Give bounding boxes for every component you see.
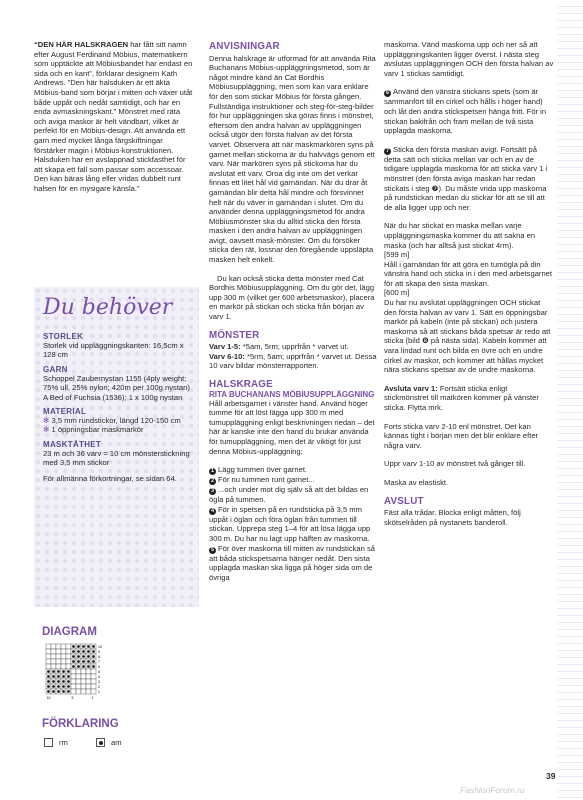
chart-dot bbox=[72, 655, 75, 658]
right-p3: Håll i garnändan för att göra en tumögla på din vänstra hand och sticka in i den med arbetsgarnet för att skapa den sista maskan. bbox=[384, 259, 553, 288]
chart-cell bbox=[61, 644, 66, 649]
anvisningar-p2: Du kan också sticka detta mönster med Cat Bordhis Möbiusuppläggning. Om du gör det, lägg upp 300 m (vilket ger 600 arbetsmaskor), placera en markör på stickan och sticka från början av varv 1. bbox=[209, 273, 375, 322]
chart-dot bbox=[92, 650, 95, 653]
edge-stripe bbox=[557, 0, 583, 800]
chart-dot bbox=[57, 670, 60, 673]
chart-dot bbox=[67, 670, 70, 673]
material-list bbox=[43, 416, 190, 435]
count-600: [600 m] bbox=[384, 288, 410, 298]
step-number-icon: 1 bbox=[210, 468, 215, 475]
instructions-column bbox=[209, 40, 377, 582]
chart-dot bbox=[47, 680, 50, 683]
right-p4: Du har nu avslutat uppläggningen OCH stickat den första halvan av varv 1. Sätt en öppningsbar markör på kabeln (inte på stickan) och justera maskorna så att stickans båda spetsar är redo att sticka (bild ❽ på nästa sida). Kabeln kommer att vara lindad runt och bilda en övre och en undre cirkel av maskor, och kommer att hållas mycket nära stickans spetsar av de undre maskorna. bbox=[384, 298, 551, 375]
chart-dot bbox=[57, 680, 60, 683]
chart-dot bbox=[72, 650, 75, 653]
step-number-icon: 7 bbox=[385, 147, 390, 154]
chart-dot bbox=[72, 660, 75, 663]
step-3: 3 ...och under mot dig själv så att det bildas en ögla på tummen. bbox=[209, 485, 369, 505]
step-5: 5 För över maskorna till mitten av rundstickan så att båda stickspetsarna hänger nedåt. Den sista upplagda maskan ska ligga på höger sida om de övriga bbox=[209, 543, 375, 582]
chart-dot bbox=[57, 685, 60, 688]
chart-cell bbox=[56, 649, 61, 654]
chart-dot bbox=[67, 675, 70, 678]
anvisningar-heading: ANVISNINGAR bbox=[209, 41, 280, 52]
chart-cell bbox=[81, 679, 86, 684]
chart-dot bbox=[72, 665, 75, 668]
avslut-text: Fäst alla trådar. Blocka enligt måtten, följ skötselråden på nystanets banderoll. bbox=[384, 508, 521, 527]
chart-col-label: 10 bbox=[46, 696, 51, 700]
chart-cell bbox=[86, 674, 91, 679]
chart-dot bbox=[47, 685, 50, 688]
chart-dot bbox=[62, 680, 65, 683]
chart-cell bbox=[71, 689, 76, 694]
chart-dot bbox=[82, 655, 85, 658]
chart-cell bbox=[66, 644, 71, 649]
chart-dot bbox=[82, 645, 85, 648]
continuation-column bbox=[384, 40, 554, 536]
diagram-title: DIAGRAM bbox=[42, 626, 97, 638]
chart-dot bbox=[67, 690, 70, 693]
material-heading: MATERIAL bbox=[43, 407, 87, 417]
chart-cell bbox=[76, 689, 81, 694]
chart-dot bbox=[62, 685, 65, 688]
chart-dot bbox=[57, 690, 60, 693]
step-1: 1 Lägg tummen över garnet. bbox=[210, 465, 308, 475]
chart-row-label: 5 bbox=[98, 670, 100, 674]
garn-text: Schoppel Zaubernystan 1155 (4ply weight; 75% ull, 25% nylon; 420m per 100g nystan) A Bed of Fuchsia (1536); 1 x 100g nystan bbox=[43, 373, 190, 402]
legend-title: FÖRKLARING bbox=[42, 718, 119, 730]
chart-cell bbox=[51, 664, 56, 669]
chart-cell bbox=[91, 679, 96, 684]
chart-dot bbox=[82, 665, 85, 668]
chart-dot bbox=[47, 675, 50, 678]
chart-cell bbox=[81, 689, 86, 694]
chart-cell bbox=[46, 654, 51, 659]
intro-column bbox=[34, 40, 194, 203]
step-number-icon: 3 bbox=[210, 488, 215, 495]
chart-dot bbox=[87, 650, 90, 653]
avsluta-varv: Avsluta varv 1: Fortsätt sticka enligt stickmönstret till matkören kommer på vänster sticka. Flytta mrk. bbox=[384, 383, 539, 412]
halskrage-p1: Håll arbetsgarnet i vänster hand. Använd höger tumme för att löst lägga upp 300 m med tumuppläggning enligt beskrivningen nedan – det här är kanske inte den hand du brukar använda för tumuppläggning, men det är viktigt för just denna Möbius-uppläggning: bbox=[209, 398, 375, 456]
step-number-icon: 4 bbox=[210, 507, 215, 514]
masktathet-text: 23 m och 36 varv = 10 cm mönsterstickning med 3,5 mm stickor bbox=[43, 448, 190, 468]
step-number-icon: 5 bbox=[210, 546, 215, 553]
materials-box bbox=[34, 287, 199, 607]
chart-cell bbox=[46, 649, 51, 654]
monster-row1-text: *5am, 5rm; upprfrån * varvet ut. bbox=[240, 342, 349, 352]
storlek-text: Storlek vid uppläggningskanten: 16,5cm x 128 cm bbox=[43, 341, 184, 360]
chart-cell bbox=[81, 669, 86, 674]
avslut-heading: AVSLUT bbox=[384, 495, 424, 507]
chart-cell bbox=[61, 664, 66, 669]
star-bullet-icon: ✻ bbox=[43, 425, 50, 435]
chart-dot bbox=[72, 645, 75, 648]
halskrage-heading: HALSKRAGE bbox=[209, 379, 273, 390]
chart-cell bbox=[91, 669, 96, 674]
chart-dot bbox=[82, 660, 85, 663]
chart-cell bbox=[56, 659, 61, 664]
chart-cell bbox=[76, 679, 81, 684]
chart-dot bbox=[62, 675, 65, 678]
right-p5: Forts sticka varv 2-10 enl mönstret. Det kan kännas tight i början men det blir enklare efter några varv. bbox=[384, 421, 539, 450]
chart-dot bbox=[77, 655, 80, 658]
chart-cell bbox=[51, 654, 56, 659]
checkbox-empty-icon bbox=[44, 738, 53, 747]
chart-dot bbox=[52, 685, 55, 688]
chart-dot bbox=[47, 670, 50, 673]
count-599: [599 m] bbox=[384, 250, 410, 260]
chart-dot bbox=[92, 645, 95, 648]
chart-dot bbox=[87, 655, 90, 658]
chart-dot bbox=[77, 665, 80, 668]
chart-cell bbox=[46, 644, 51, 649]
monster-row1-label: Varv 1-5: bbox=[209, 342, 241, 352]
chart-cell bbox=[66, 654, 71, 659]
chart-dot bbox=[87, 660, 90, 663]
step-6: 6 Använd den vänstra stickans spets (som är sammanfört till en cirkel och hålls i höger hand) och låt den andra stickspetsen hänga fritt. För in stickan bakifrån och fram mellan de två sista upplagda maskorna. bbox=[384, 87, 547, 136]
chart-cell bbox=[56, 654, 61, 659]
right-p1: maskorna. Vänd maskorna upp och ner så att uppläggningskanten ligger överst. I nästa steg avslutas uppläggningen OCH den första halvan av varv 1 stickas samtidigt. bbox=[384, 40, 554, 78]
chart-cell bbox=[61, 654, 66, 659]
chart-cell bbox=[76, 684, 81, 689]
chart-row-label: 9 bbox=[98, 650, 100, 654]
chart-col-label: 1 bbox=[91, 696, 94, 700]
anvisningar-p1: Denna halskrage är utformad för att använda Rita Buchanans Möbius-uppläggningsmetod, som är något mindre känd än Cat Bordhis Möbiusuppläggning, men som kan vara enklare för den som stickar Möbius för första gången. Fullständiga instruktioner och steg-för-steg-bilder för hur uppläggningen ska göras finns i mönstret, eftersom den andra halvan av uppläggningen också utgör den första halvan av det första varvet. Observera att när maskmarkören syns på garnet mellan stickorna är du halvvägs genom ett varv. När markören syns på stickorna har du avslutat ett varv. Oroa dig inte om det verkar finnas ett litet hål vid garnändan. När du drar åt garnändan blir detta hål mindre och försvinner helt när du väver in garnändan i slutet. Om du använder denna uppläggningsmetod för andra Möbiusmönster ska du alltid sticka den första masken i den andra halvan av uppläggningen avigt, oavsett mask-mönster. Om du försöker sticka den rät, lossnar den föregående uppsläpta masken helt enkelt. bbox=[209, 53, 376, 265]
chart-cell bbox=[46, 664, 51, 669]
steps-list bbox=[209, 465, 377, 582]
right-p2: När du har stickat en maska mellan varje uppläggningsmaska kommer du att sakna en maska (och har alltså just stickat 4rm). bbox=[384, 221, 536, 250]
halskrage-subheading: RITA BUCHANANS MÖBIUSUPPLÄGGNING bbox=[209, 389, 375, 399]
chart-cell bbox=[71, 669, 76, 674]
step-2: 2 För nu tummen runt garnet... bbox=[210, 475, 315, 485]
intro-text: har fått sitt namn efter August Ferdinand Möbius, matematikern som upptäckte att Möbiusbandet har endast en sida och en kant”, förklarar designern Kath Andrews. ”Den här halsduken är ett äkta Möbius-band som börjar i mitten och växer utåt både uppåt och nedåt samtidigt, och har en enda avmaskningskant.” Mönstret med räta och aviga maskor är helt vändbart, vilket är perfekt för en Möbius-design. Att använda ett garn med mycket långa färgskiftningar förstärker magin i Möbius-konstruktionen. Halsduken har en avslappnad stickfasthet för att skapa ett fall som passar som accessoar. Den kan bäras lång eller vridas dubbelt runt halsen för en mysigare känsla.” bbox=[34, 40, 193, 193]
intro-lead: “DEN HÄR HALSKRAGEN bbox=[34, 40, 129, 49]
page-number: 39 bbox=[546, 771, 556, 781]
chart-cell bbox=[86, 684, 91, 689]
chart-cell bbox=[71, 679, 76, 684]
chart-cell bbox=[61, 659, 66, 664]
chart-dot bbox=[77, 645, 80, 648]
chart-cell bbox=[66, 664, 71, 669]
chart-dot bbox=[92, 665, 95, 668]
chart-cell bbox=[91, 684, 96, 689]
chart-cell bbox=[46, 659, 51, 664]
monster-heading: MÖNSTER bbox=[209, 329, 260, 341]
material-item-1: 3,5 mm rundstickor, längd 120-150 cm bbox=[51, 416, 181, 426]
chart-cell bbox=[51, 644, 56, 649]
chart-cell bbox=[81, 684, 86, 689]
chart-dot bbox=[67, 680, 70, 683]
chart-cell bbox=[51, 659, 56, 664]
checkbox-filled-icon bbox=[96, 738, 105, 747]
chart-cell bbox=[51, 649, 56, 654]
legend-rm-label: rm bbox=[59, 738, 68, 747]
chart-col-label: 5 bbox=[71, 696, 74, 700]
chart-cell bbox=[66, 659, 71, 664]
right-p6: Uppr varv 1-10 av mönstret två gånger till. bbox=[384, 459, 526, 469]
chart-cell bbox=[56, 664, 61, 669]
chart-cell bbox=[91, 674, 96, 679]
chart-cell bbox=[86, 689, 91, 694]
step-number-icon: 2 bbox=[210, 478, 215, 485]
chart-row-label: 2 bbox=[98, 685, 100, 689]
monster-rows bbox=[209, 342, 377, 371]
chart-dot bbox=[57, 675, 60, 678]
legend-am bbox=[96, 738, 122, 747]
chart-dot bbox=[52, 680, 55, 683]
chart-row-label: 1 bbox=[98, 690, 100, 694]
chart-dot bbox=[87, 645, 90, 648]
chart-dot bbox=[92, 655, 95, 658]
materials-heading: Du behöver bbox=[43, 295, 173, 320]
chart-cell bbox=[91, 689, 96, 694]
step-7: 7 Sticka den första maskan avigt. Fortsätt på detta sätt och sticka mellan var och en av de tidigare upplagda maskorna för att sticka varv 1 i mönstret (den första aviga maskan har redan stickats i steg ❼). Du måste vrida upp maskorna på rundstickan medan du stickar för att se till att de alla ligger upp och ner. bbox=[384, 144, 548, 212]
chart-dot bbox=[47, 690, 50, 693]
chart-cell bbox=[86, 679, 91, 684]
chart-row-label: 7 bbox=[98, 660, 100, 664]
chart-dot bbox=[52, 670, 55, 673]
chart-row-label: 6 bbox=[98, 665, 100, 669]
chart-cell bbox=[66, 649, 71, 654]
monster-row2-text: *5rm, 5am; upprfrån * varvet ut. Dessa 10 varv bildar mönsterrapporten. bbox=[209, 351, 377, 371]
star-bullet-icon: ✻ bbox=[43, 416, 50, 426]
chart-cell bbox=[76, 669, 81, 674]
masktathet-heading: MASKTÄTHET bbox=[43, 439, 102, 449]
chart-dot bbox=[52, 690, 55, 693]
knitting-chart bbox=[44, 642, 124, 706]
chart-dot bbox=[87, 665, 90, 668]
step-4: 4 För in spetsen på en rundsticka på 3,5 mm uppåt i öglan och föra öglan från tummen till stickan. Upprepa steg 1–4 för att lösa lägga upp 300 m. Du har nu lagt upp hälften av maskorna. bbox=[209, 504, 371, 543]
chart-cell bbox=[76, 674, 81, 679]
legend-rm bbox=[44, 738, 68, 747]
material-item-2: 1 öppningsbar maskmarkör bbox=[51, 425, 144, 435]
chart-dot bbox=[52, 675, 55, 678]
chart-dot bbox=[67, 685, 70, 688]
chart-row-label: 10 bbox=[98, 645, 102, 649]
chart-dot bbox=[82, 650, 85, 653]
legend-am-label: am bbox=[111, 738, 122, 747]
chart-dot bbox=[92, 660, 95, 663]
chart-cell bbox=[81, 674, 86, 679]
chart-cell bbox=[71, 674, 76, 679]
watermark: FashionForum.ru bbox=[460, 785, 525, 795]
chart-cell bbox=[61, 649, 66, 654]
chart-dot bbox=[77, 660, 80, 663]
chart-row-label: 8 bbox=[98, 655, 100, 659]
chart-row-label: 4 bbox=[98, 675, 100, 679]
intro-paragraph bbox=[34, 40, 194, 194]
right-p7: Maska av elastiskt. bbox=[384, 477, 449, 487]
garn-heading: GARN bbox=[43, 364, 68, 374]
abbreviations-note: För allmänna förkortningar, se sidan 64. bbox=[43, 473, 177, 483]
monster-row2-label: Varv 6-10: bbox=[209, 351, 245, 361]
chart-cell bbox=[86, 669, 91, 674]
chart-dot bbox=[62, 690, 65, 693]
storlek-heading: STORLEK bbox=[43, 332, 84, 341]
chart-dot bbox=[62, 670, 65, 673]
chart-dot bbox=[77, 650, 80, 653]
chart-cell bbox=[71, 684, 76, 689]
chart-cell bbox=[56, 644, 61, 649]
chart-row-label: 3 bbox=[98, 680, 100, 684]
step-number-icon: 6 bbox=[385, 90, 390, 97]
